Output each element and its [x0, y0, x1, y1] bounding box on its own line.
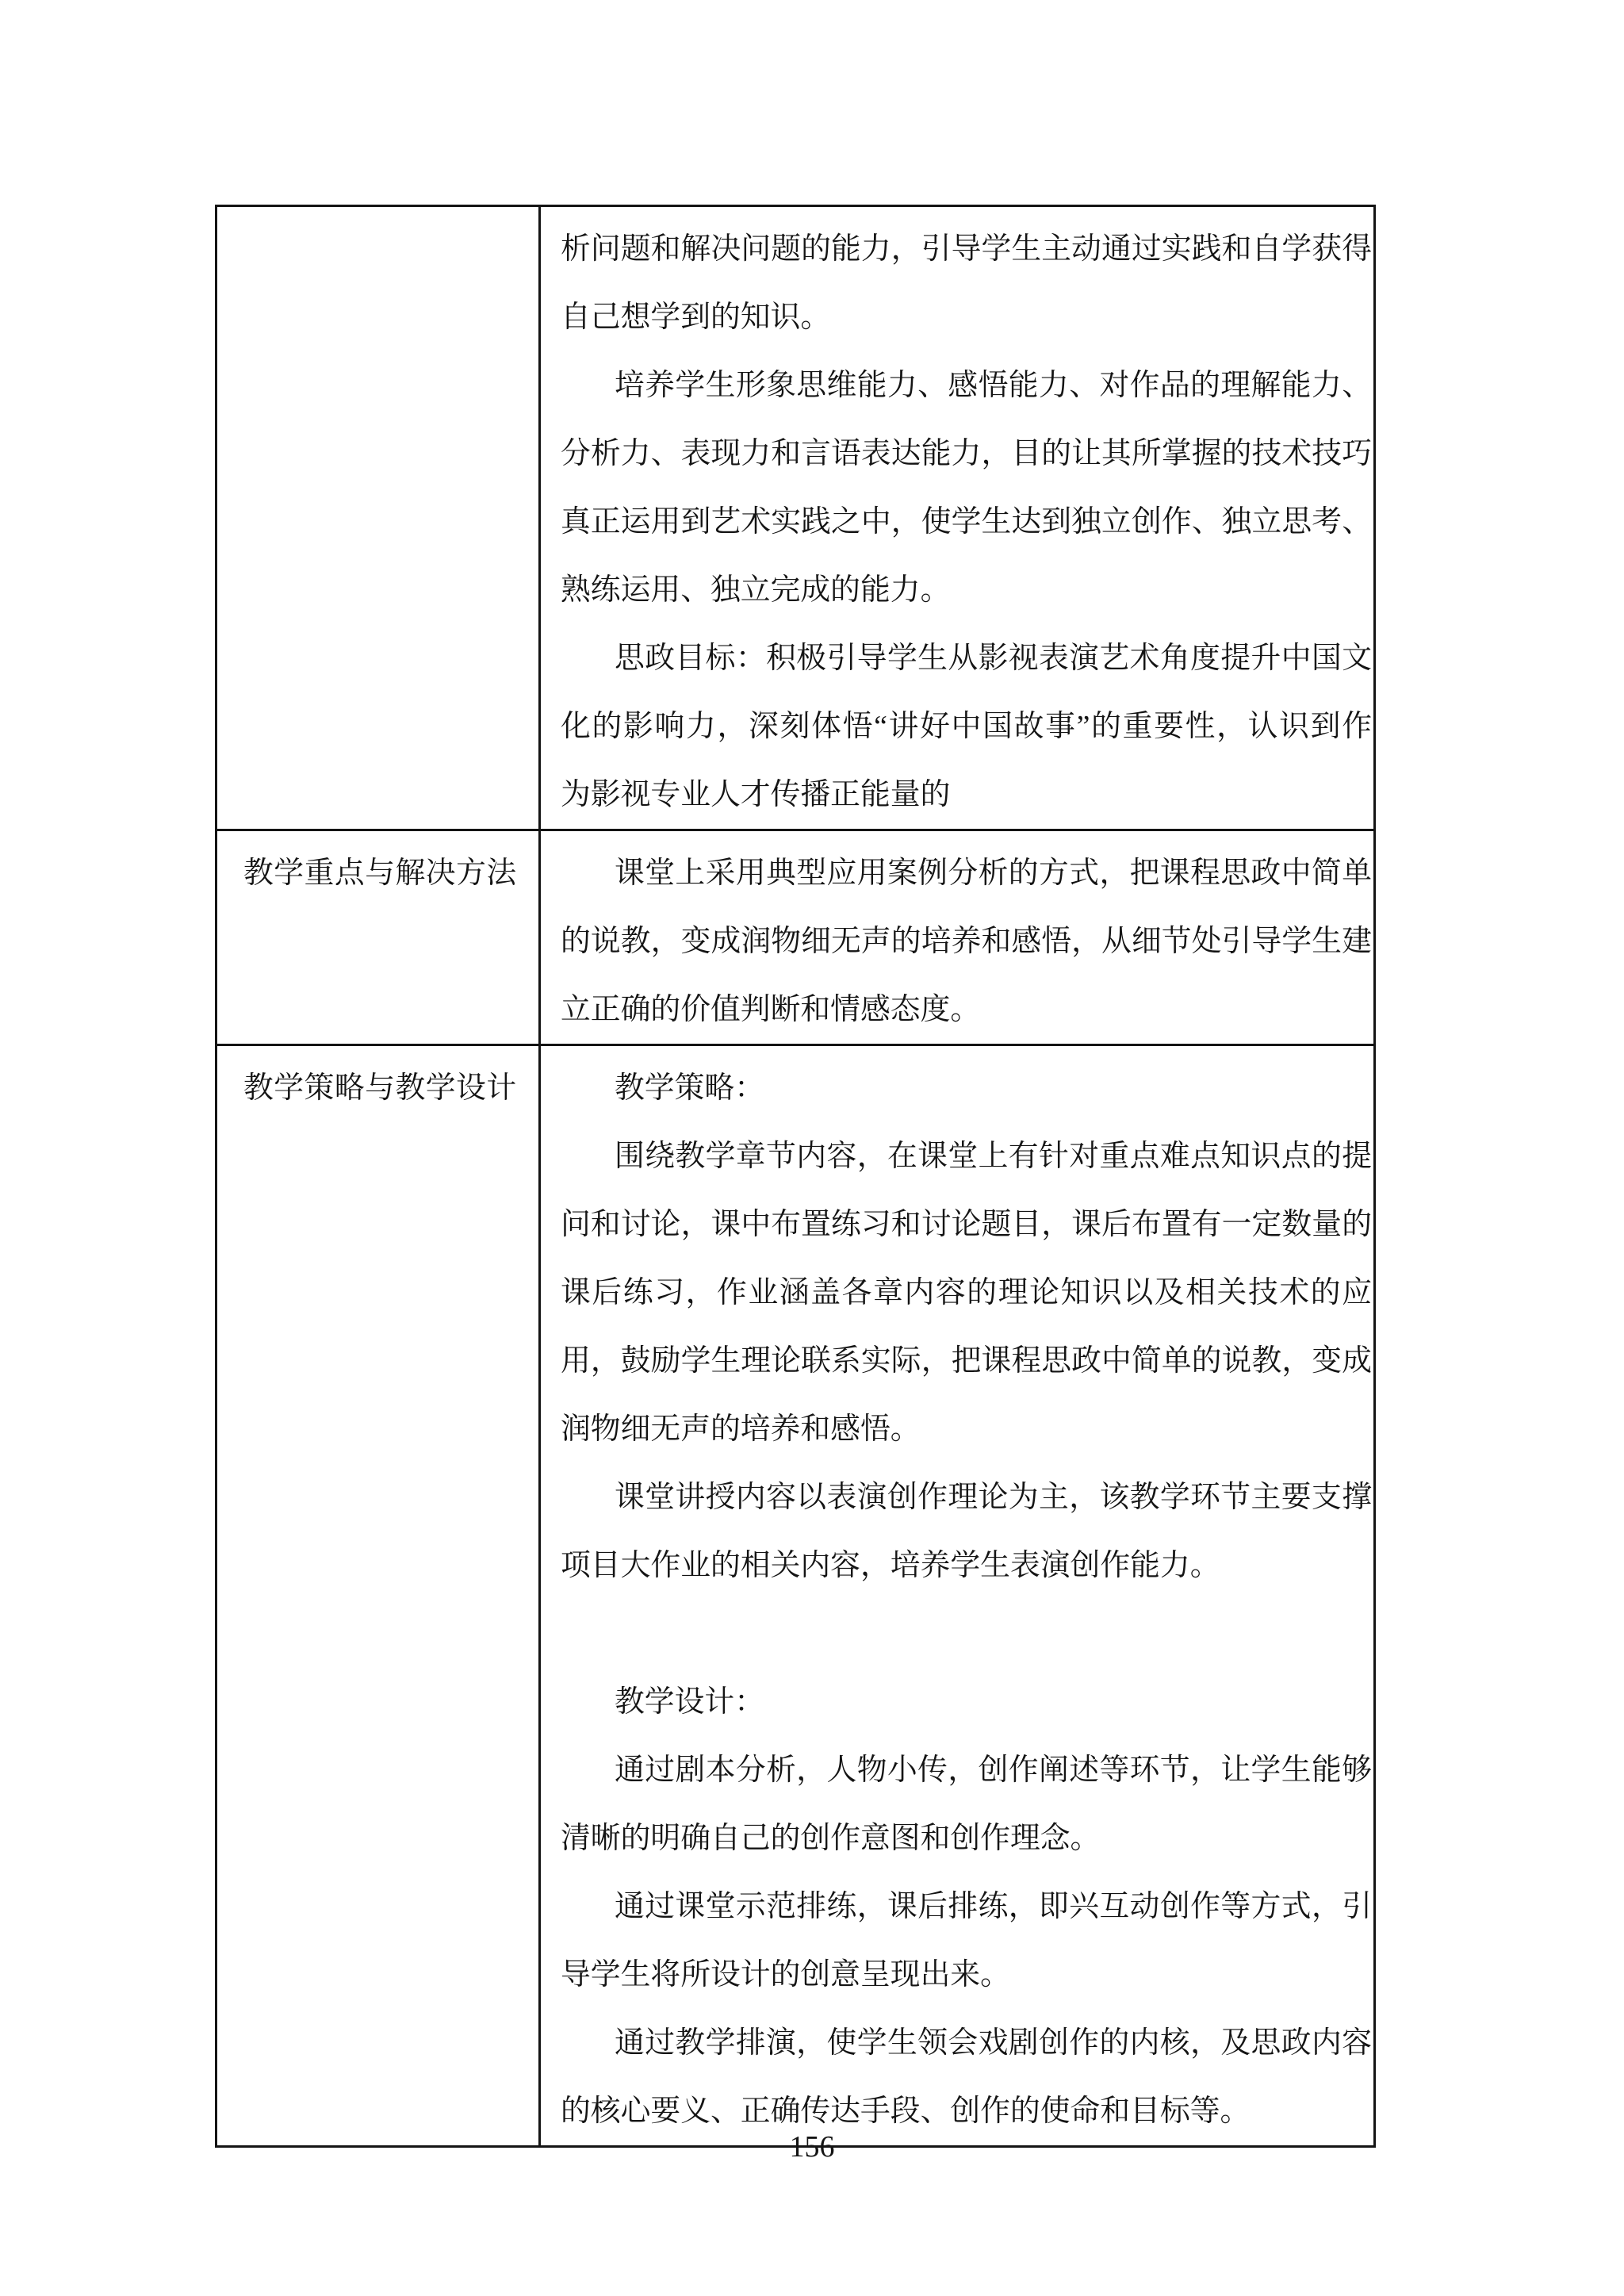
text-line: 用，鼓励学生理论联系实际，把课程思政中简单的说教，变成 [561, 1344, 1372, 1378]
text-line: 通过剧本分析，人物小传，创作阐述等环节，让学生能够 [615, 1754, 1372, 1787]
row-content-cell [540, 830, 1375, 1045]
text-line: 立正确的价值判断和情感态度。 [561, 993, 981, 1026]
row-label-cell [216, 830, 540, 1045]
text-line: 的说教，变成润物细无声的培养和感悟，从细节处引导学生建 [561, 925, 1372, 958]
text-line: 导学生将所设计的创意呈现出来。 [561, 1958, 1010, 1991]
text-line: 的核心要义、正确传达手段、创作的使命和目标等。 [561, 2095, 1251, 2128]
row-label-cell [216, 1045, 540, 2147]
text-line [561, 1600, 1372, 1668]
text-line: 教学策略： [615, 1071, 764, 1105]
text-line: 围绕教学章节内容，在课堂上有针对重点难点知识点的提 [615, 1140, 1372, 1173]
table-row [216, 830, 1375, 1045]
row-label [217, 207, 538, 215]
text-line: 项目大作业的相关内容，培养学生表演创作能力。 [561, 1549, 1220, 1582]
cell-content [541, 831, 1373, 1044]
page-number: 156 [789, 2130, 835, 2164]
row-label: 教学重点与解决方法 [243, 857, 517, 890]
row-label-cell [216, 206, 540, 830]
teaching-plan-table [215, 205, 1376, 2148]
text-line: 润物细无声的培养和感悟。 [561, 1412, 921, 1446]
text-line: 析问题和解决问题的能力，引导学生主动通过实践和自学获得 [561, 232, 1372, 266]
row-content-cell [540, 1045, 1375, 2147]
table-row [216, 206, 1375, 830]
text-line: 为影视专业人才传播正能量的 [561, 778, 951, 811]
text-line: 自己想学到的知识。 [561, 301, 831, 334]
text-line: 课后练习，作业涵盖各章内容的理论知识以及相关技术的应 [561, 1276, 1372, 1309]
text-line: 课堂上采用典型应用案例分析的方式，把课程思政中简单 [615, 857, 1372, 890]
cell-content [541, 207, 1373, 829]
text-line: 教学设计： [615, 1685, 764, 1719]
text-line: 清晰的明确自己的创作意图和创作理念。 [561, 1822, 1101, 1855]
text-line: 分析力、表现力和言语表达能力，目的让其所掌握的技术技巧 [561, 437, 1372, 470]
text-line: 通过课堂示范排练，课后排练，即兴互动创作等方式，引 [615, 1890, 1372, 1923]
table-row [216, 1045, 1375, 2147]
text-line: 熟练运用、独立完成的能力。 [561, 573, 951, 607]
cell-content [541, 1046, 1373, 2145]
text-line: 课堂讲授内容以表演创作理论为主，该教学环节主要支撑 [615, 1481, 1372, 1514]
text-line: 思政目标：积极引导学生从影视表演艺术角度提升中国文 [615, 642, 1372, 675]
text-line: 通过教学排演，使学生领会戏剧创作的内核，及思政内容 [615, 2026, 1372, 2060]
text-line: 真正运用到艺术实践之中，使学生达到独立创作、独立思考、 [561, 505, 1372, 539]
row-label: 教学策略与教学设计 [243, 1071, 517, 1105]
text-line: 培养学生形象思维能力、感悟能力、对作品的理解能力、 [615, 369, 1372, 402]
text-line: 问和讨论，课中布置练习和讨论题目，课后布置有一定数量的 [561, 1208, 1372, 1241]
text-line: 化的影响力，深刻体悟“讲好中国故事”的重要性，认识到作 [561, 710, 1372, 743]
row-content-cell [540, 206, 1375, 830]
